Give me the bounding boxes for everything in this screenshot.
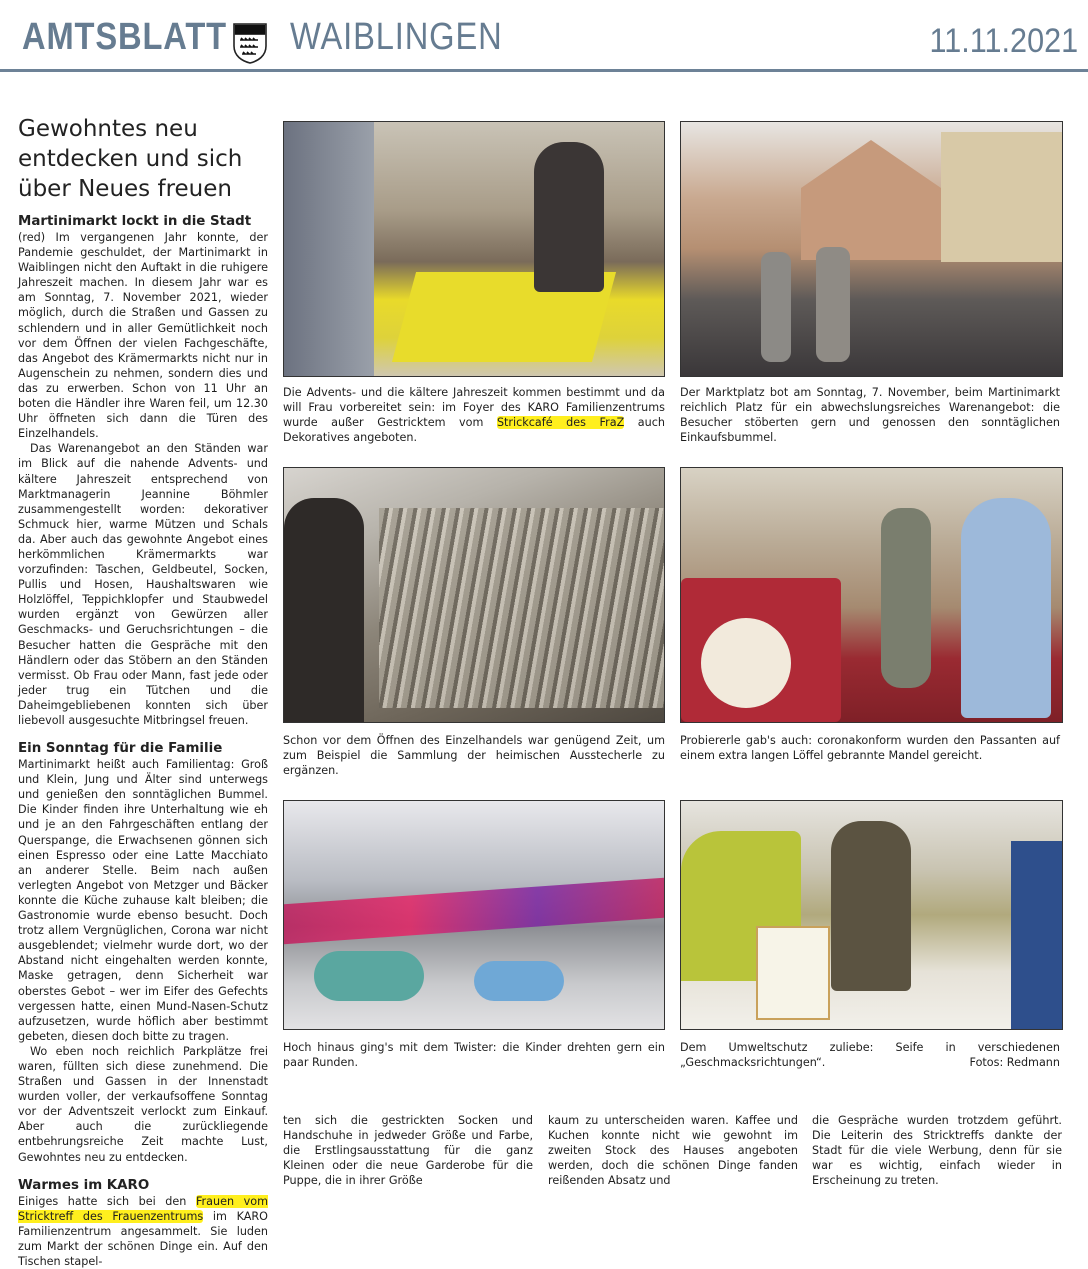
photo-caption: Schon vor dem Öffnen des Einzelhandels war genügend Zeit, um zum Beispiel die Sammlung der heimischen Ausstecherle zu ergänzen. — [283, 734, 665, 778]
section-heading: Martinimarkt lockt in die Stadt — [18, 214, 252, 229]
article-paragraph: Das Warenangebot an den Ständen war im Blick auf die nahende Advents- und kältere Jahreszeit entsprechend von Marktmanagerin Jeannine Böhmler zusammengestellt worden: dekorativer Schmuck hier, warme Mützen und Schals da. Aber auch das gewohnte Angebot eines herkömmlichen Krämermarkts war vorzufinden: Taschen, Geldbeutel, Socken, Pullis und Hosen, Haushaltswaren wie Holzlöffel, Teppichklopfer und Staubwedel wurden ergänzt von Gewürzen aller Geschmacks- und Geruchsrichtungen – die Besucher hatten die Gespräche mit den Händlern oder das Stöbern an den Ständen vermisst. Ob Frau oder Mann, fast jede oder jeder trug ein Tütchen und die Daheimgebliebenen konnten sich über liebevoll ausgesuchte Mitbringsel freuen. — [18, 442, 268, 727]
issue-date: 11.11.2021 — [929, 22, 1078, 60]
section-heading: Ein Sonntag für die Familie — [18, 741, 223, 757]
waiblingen-coat-of-arms-icon — [232, 22, 268, 64]
article-paragraph: Einiges hatte sich bei den Frauen vom Stricktreff des Frauenzentrums im KARO Familienzentrum angesammelt. Sie luden zum Markt der schönen Dinge ein. Auf den Tischen stapel- — [18, 1194, 268, 1268]
article-continuation-column: kaum zu unterscheiden waren. Kaffee und Kuchen konnte nicht wie gewohnt im zweiten Stock des Hauses angeboten werden, doch die schönen Dinge fanden reißenden Absatz und — [548, 1114, 798, 1188]
photo-credit: Fotos: Redmann — [969, 1056, 1060, 1070]
photo-caption: Probiererle gab's auch: coronakonform wurden den Passanten auf einem extra langen Löffel gebrannte Mandel gereicht. — [680, 734, 1060, 763]
article-continuation-column: die Gespräche wurden trotzdem geführt. Die Leiterin des Stricktreffs dankte der Stadt für die viele Werbung, denn für sie war es wichtig, einfach wieder in Erscheinung zu treten. — [812, 1114, 1062, 1188]
article-column — [18, 114, 268, 1269]
masthead — [0, 0, 1088, 72]
section-heading: Warmes im KARO — [18, 1177, 150, 1193]
article-paragraph: Wo eben noch reichlich Parkplätze frei waren, füllten sich diese zunehmend. Die Straßen und Gassen in der Innenstadt wurden voller, der verkaufsoffene Sonntag vor der Adventszeit verlockt zum Einkauf. Aber auch die zurückliegende entbehrungsreiche Zeit machte Lust, Gewohntes neu zu entdecken. — [18, 1044, 268, 1164]
publication-title: AMTSBLATT — [22, 16, 227, 58]
article-continuation-column: ten sich die gestrickten Socken und Handschuhe in jedweder Größe und Farbe, die Erstlingsausstattung für die ganz Kleinen oder die neue Garderobe für die Puppe, die in ihrer Größe — [283, 1114, 533, 1188]
masthead-divider — [0, 69, 1088, 72]
photo-karo-foyer — [283, 121, 665, 377]
photo-caption: Dem Umweltschutz zuliebe: Seife in verschiedenen „Geschmacksrichtungen“. Fotos: Redmann — [680, 1041, 1060, 1070]
photo-caption: Der Marktplatz bot am Sonntag, 7. November, beim Martinimarkt reichlich Platz für ein abwechslungsreiches Warenangebot: die Besucher stöberten gern und genossen den sonntäglichen Einkaufsbummel. — [680, 386, 1060, 445]
article-headline: Gewohntes neu entdecken und sich über Neues freuen — [18, 116, 243, 202]
photo-caption: Hoch hinaus ging's mit dem Twister: die Kinder drehten gern ein paar Runden. — [283, 1041, 665, 1070]
photo-ausstecher-stand — [283, 467, 665, 723]
photo-twister — [283, 800, 665, 1030]
highlighted-text: Strickcafé des FraZ — [496, 416, 625, 430]
photo-marktplatz — [680, 121, 1063, 377]
photo-caption: Die Advents- und die kältere Jahreszeit kommen bestimmt und da will Frau vorbereitet sein: im Foyer des KARO Familienzentrums wurde außer Gestricktem vom Strickcafé des FraZ auch Dekoratives angeboten. — [283, 386, 665, 445]
article-paragraph: Martinimarkt heißt auch Familientag: Groß und Klein, Jung und Älter sind unterwegs und genießen den sonntäglichen Bummel. Die Kinder finden ihre Unterhaltung wie eh und je an den Fahrgeschäften entlang der Querspange, die Erwachsenen gönnen sich einen Espresso oder eine Latte Macchiato an anderer Stelle. Beim nach außen verlegten Angebot von Metzger und Bäcker konnte die Küche zuhause kalt bleiben; die Gastronomie wurde ebenso besucht. Doch trotz allem Vergnüglichen, Corona war nicht ausgeblendet; vielmehr wurde dort, wo der Abstand nicht eingehalten werden konnte, Maske getragen, denn Sicherheit war oberstes Gebot – wer im Eifer des Gefechts vergessen hatte, einen Mund-Nasen-Schutz aufzusetzen, wurde höflich aber bestimmt gebeten, diesen doch bitte zu tragen. — [18, 758, 268, 1043]
article-paragraph: (red) Im vergangenen Jahr konnte, der Pandemie geschuldet, der Martinimarkt in Waiblingen nicht den Auftakt in die ruhigere Jahreszeit machen. In diesem Jahr war es am Sonntag, 7. November 2021, wieder möglich, durch die Straßen und Gassen zu schlendern und in aller Gemütlichkeit noch vor dem Öffnen der vielen Fachgeschäfte, das Angebot des Krämermarkts nicht nur in Augenschein zu nehmen, sondern dies und das zu erwerben. Schon von 11 Uhr an boten die Händler ihre Waren feil, um 12.30 Uhr öffneten sich dann die Türen des Einzelhandels. — [18, 231, 268, 441]
city-name: WAIBLINGEN — [290, 16, 503, 58]
highlighted-text: Frauen vom Stricktreff des Frauenzentrums — [18, 1194, 268, 1223]
photo-mandel-stand — [680, 467, 1063, 723]
photo-seifen-stand — [680, 800, 1063, 1030]
